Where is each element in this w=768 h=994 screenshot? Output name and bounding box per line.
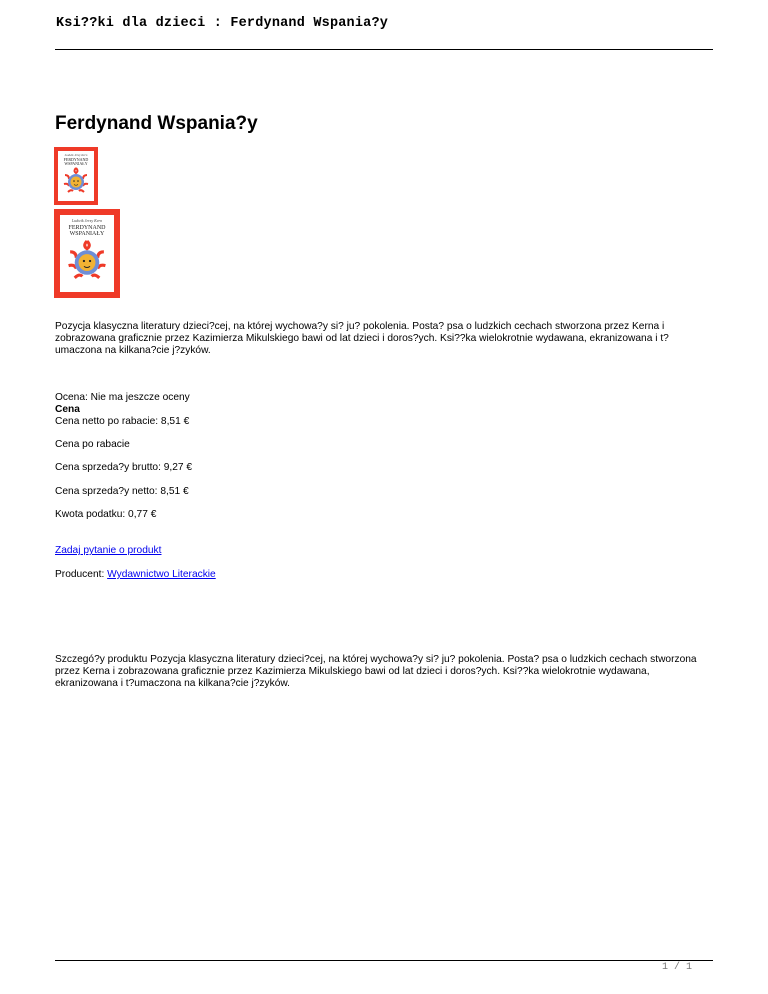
product-description-text: Pozycja klasyczna literatury dzieci?cej, na której wychowa?y si? ju? pokolenia. Posta? psa o ludzkich cechach stworzona przez Kerna i zobrazowana graficznie przez Kazimierza Mikulskiego bawi od lat dzieci i doros?ych. Ksi??ka wielokrotnie wydawana, ekranizowana i t?umaczona na kilkana?cie j?zyków. — [55, 321, 669, 356]
tax-amount: Kwota podatku: 0,77 € — [55, 509, 157, 520]
price-after-discount: Cena po rabacie — [55, 439, 130, 450]
lion-illustration-large — [64, 238, 110, 284]
product-title: Ferdynand Wspania?y — [55, 113, 258, 134]
product-details — [55, 654, 715, 690]
price-heading: Cena — [55, 404, 80, 415]
cover-title-line1-small: FERDYNAND — [63, 157, 89, 162]
cover-image-large[interactable] — [54, 209, 120, 298]
document-header-title: Ksi??ki dla dzieci : Ferdynand Wspania?y — [56, 16, 389, 31]
cover-author-small: Ludwik Jerzy Kern — [64, 153, 88, 157]
page-number: 1 / 1 — [662, 962, 693, 973]
cover-title-line1-large: FERDYNAND — [68, 225, 106, 231]
cover-title-line2-large: WSPANIAŁY — [69, 231, 105, 238]
producer-row — [55, 569, 216, 581]
producer-link[interactable]: Wydawnictwo Literackie — [107, 569, 216, 580]
header-rule — [55, 49, 713, 50]
cover-thumbnail-small[interactable] — [54, 147, 98, 205]
rating-text: Ocena: Nie ma jeszcze oceny — [55, 392, 190, 403]
price-net: Cena sprzeda?y netto: 8,51 € — [55, 486, 189, 497]
ask-question-row — [55, 545, 161, 557]
cover-author-large: Ludwik Jerzy Kern — [71, 218, 103, 223]
lion-illustration-small — [61, 166, 91, 196]
footer-rule — [55, 960, 713, 961]
ask-question-link[interactable]: Zadaj pytanie o produkt — [55, 545, 162, 556]
product-details-text: Szczegó?y produktu Pozycja klasyczna literatury dzieci?cej, na której wychowa?y si? ju? pokolenia. Posta? psa o ludzkich cechach stworzona przez Kerna i zobrazowana graficznie przez Kazimierza Mikulskiego bawi od lat dzieci i doros?ych. Ksi??ka wielokrotnie wydawana, ekranizowana i t?umaczona na kilkana?cie j?zyków. — [55, 654, 697, 689]
producer-label: Producent: — [55, 569, 108, 580]
product-description — [55, 321, 715, 357]
price-gross: Cena sprzeda?y brutto: 9,27 € — [55, 462, 193, 473]
cover-title-line2-small: WSPANIAŁY — [64, 161, 88, 167]
price-net-after-discount: Cena netto po rabacie: 8,51 € — [55, 416, 190, 427]
